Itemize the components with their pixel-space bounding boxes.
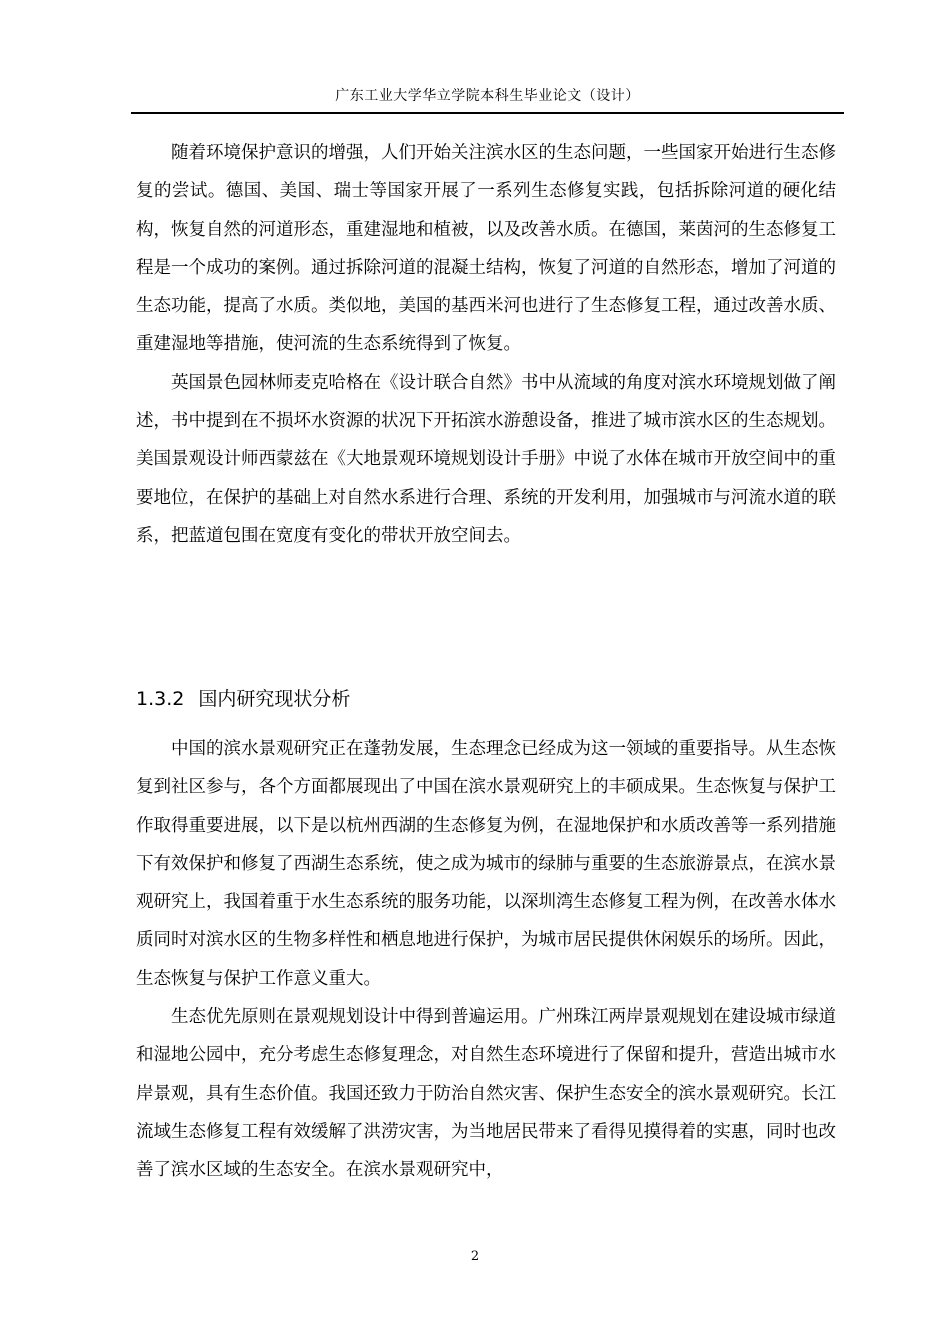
section-title: 国内研究现状分析 xyxy=(198,688,351,710)
page-number: 2 xyxy=(470,1249,480,1264)
running-header: 广东工业大学华立学院本科生毕业论文（设计） xyxy=(335,88,640,104)
paragraph-china-waterfront-research: 中国的滨水景观研究正在蓬勃发展，生态理念已经成为这一领域的重要指导。从生态恢复到社区参与，各个方面都展现出了中国在滨水景观研究上的丰硕成果。生态恢复与保护工作取得重要进展，以下是以杭州西湖的生态修复为例，在湿地保护和水质改善等一系列措施下有效保护和修复了西湖生态系统，使之成为城市的绿肺与重要的生态旅游景点，在滨水景观研究上，我国着重于水生态系统的服务功能，以深圳湾生态修复工程为例，在改善水体水质同时对滨水区的生物多样性和栖息地进行保护，为城市居民提供休闲娱乐的场所。因此，生态恢复与保护工作意义重大。 xyxy=(136,739,836,989)
header-rule xyxy=(131,112,844,114)
body-text-block-1 xyxy=(136,134,836,555)
section-number: 1.3.2 xyxy=(136,688,185,710)
section-heading xyxy=(136,685,350,713)
paragraph-eco-priority-principle: 生态优先原则在景观规划设计中得到普遍运用。广州珠江两岸景观规划在建设城市绿道和湿地公园中，充分考虑生态修复理念，对自然生态环境进行了保留和提升，营造出城市水岸景观，具有生态价值。我国还致力于防治自然灾害、保护生态安全的滨水景观研究。长江流域生态修复工程有效缓解了洪涝灾害，为当地居民带来了看得见摸得着的实惠，同时也改善了滨水区域的生态安全。在滨水景观研究中， xyxy=(136,1007,836,1181)
paragraph-foreign-eco-restoration: 随着环境保护意识的增强，人们开始关注滨水区的生态问题，一些国家开始进行生态修复的尝试。德国、美国、瑞士等国家开展了一系列生态修复实践，包括拆除河道的硬化结构，恢复自然的河道形态，重建湿地和植被，以及改善水质。在德国，莱茵河的生态修复工程是一个成功的案例。通过拆除河道的混凝土结构，恢复了河道的自然形态，增加了河道的生态功能，提高了水质。类似地，美国的基西米河也进行了生态修复工程，通过改善水质、重建湿地等措施，使河流的生态系统得到了恢复。 xyxy=(136,143,836,355)
body-text-block-2 xyxy=(136,730,836,1190)
paragraph-mcharg-simonds: 英国景色园林师麦克哈格在《设计联合自然》书中从流域的角度对滨水环境规划做了阐述，书中提到在不损坏水资源的状况下开拓滨水游憩设备，推进了城市滨水区的生态规划。美国景观设计师西蒙兹在《大地景观环境规划设计手册》中说了水体在城市开放空间中的重要地位，在保护的基础上对自然水系进行合理、系统的开发利用，加强城市与河流水道的联系，把蓝道包围在宽度有变化的带状开放空间去。 xyxy=(136,372,836,546)
